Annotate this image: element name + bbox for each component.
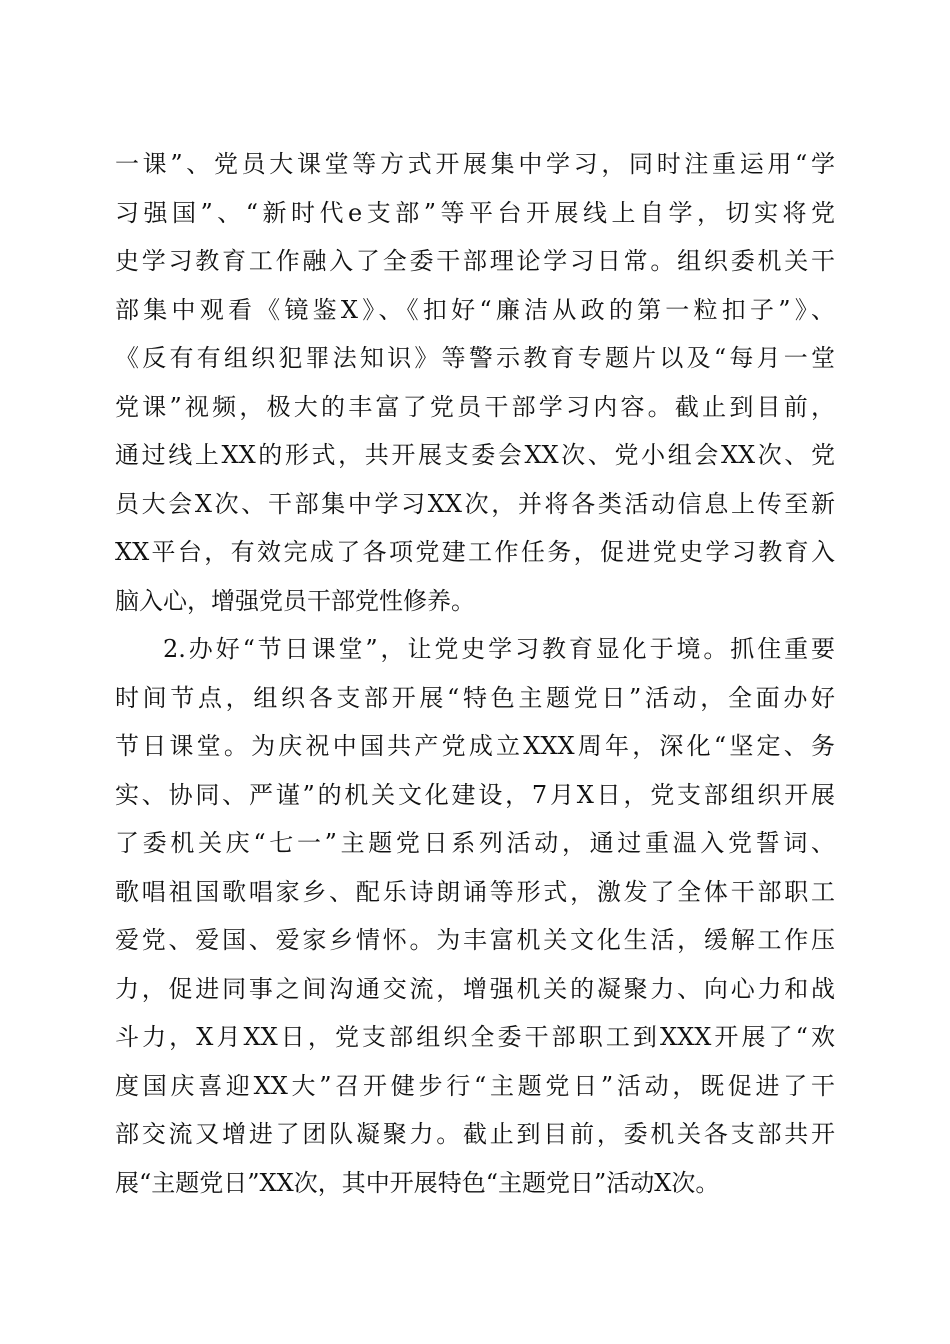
text-line: 习强国”、“新时代e支部”等平台开展线上自学，切实将党 bbox=[115, 198, 835, 227]
text-line: 歌唱祖国歌唱家乡、配乐诗朗诵等形式，激发了全体干部职工 bbox=[115, 877, 835, 906]
text-line: 史学习教育工作融入了全委干部理论学习日常。组织委机关干 bbox=[115, 247, 835, 275]
text-line: 脑入心，增强党员干部党性修养。 bbox=[115, 586, 475, 615]
text-line: 通过线上XX的形式，共开展支委会XX次、党小组会XX次、党 bbox=[115, 441, 835, 469]
text-line: 时间节点，组织各支部开展“特色主题党日”活动，全面办好 bbox=[115, 683, 835, 712]
text-line: 度国庆喜迎XX大”召开健步行“主题党日”活动，既促进了干 bbox=[115, 1071, 835, 1100]
text-line: 部集中观看《镜鉴X》、《扣好“廉洁从政的第一粒扣子”》、 bbox=[115, 295, 835, 324]
text-line: 实、协同、严谨”的机关文化建设，7月X日，党支部组织开展 bbox=[115, 780, 835, 809]
text-line: 爱党、爱国、爱家乡情怀。为丰富机关文化生活，缓解工作压 bbox=[115, 926, 835, 954]
text-line: 一课”、党员大课堂等方式开展集中学习，同时注重运用“学 bbox=[115, 150, 835, 178]
document-body bbox=[115, 140, 835, 1207]
text-line: 《反有有组织犯罪法知识》等警示教育专题片以及“每月一堂 bbox=[115, 344, 835, 372]
text-line: XX平台，有效完成了各项党建工作任务，促进党史学习教育入 bbox=[115, 538, 835, 566]
text-line: 部交流又增进了团队凝聚力。截止到目前，委机关各支部共开 bbox=[115, 1120, 835, 1148]
text-line: 了委机关庆“七一”主题党日系列活动，通过重温入党誓词、 bbox=[115, 829, 835, 857]
text-line: 党课”视频，极大的丰富了党员干部学习内容。截止到目前， bbox=[115, 392, 835, 421]
paragraph-1 bbox=[115, 140, 835, 625]
text-line: 斗力，X月XX日，党支部组织全委干部职工到XXX开展了“欢 bbox=[115, 1023, 835, 1051]
paragraph-2 bbox=[115, 625, 835, 1207]
text-line: 节日课堂。为庆祝中国共产党成立XXX周年，深化“坚定、务 bbox=[115, 732, 835, 760]
text-line: 员大会X次、干部集中学习XX次，并将各类活动信息上传至新 bbox=[115, 489, 835, 518]
text-line: 力，促进同事之间沟通交流，增强机关的凝聚力、向心力和战 bbox=[115, 974, 835, 1003]
text-line: 2.办好“节日课堂”，让党史学习教育显化于境。抓住重要 bbox=[163, 635, 835, 663]
text-line: 展“主题党日”XX次，其中开展特色“主题党日”活动X次。 bbox=[115, 1168, 720, 1197]
